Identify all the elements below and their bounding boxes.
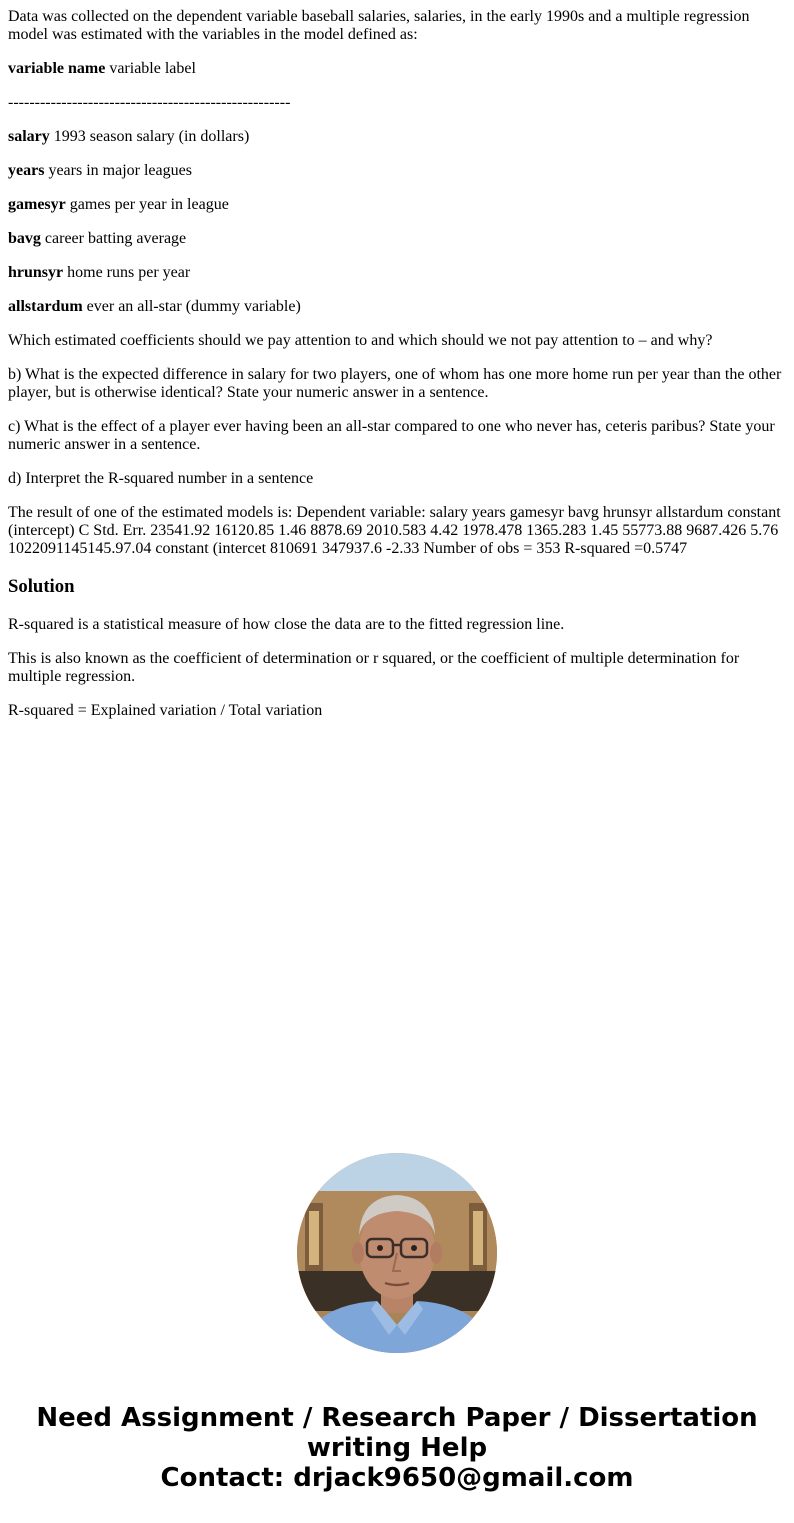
variable-row-gamesyr (8, 196, 786, 214)
solution-paragraph: R-squared = Explained variation / Total variation (8, 702, 323, 719)
variable-row-hrunsyr (8, 264, 786, 282)
regression-result: The result of one of the estimated models is: Dependent variable: salary years gamesyr bavg hrunsyr allstardum constant (intercept) C Std. Err. 23541.92 16120.85 1.46 8878.69 2010.583 4.42 1978.478 1365.283 1.45 55773.88 9687.426 5.76 1022091145145.97.04 constant (intercet 810691 347937.6 -2.33 Number of obs = 353 R-squared =0.5747 (8, 504, 781, 557)
variable-row-bavg (8, 230, 786, 248)
variable-name: hrunsyr (8, 264, 64, 281)
variable-label: career batting average (44, 230, 187, 247)
promo-line: Need Assignment / Research Paper / Dissertation (36, 1403, 758, 1433)
variable-row-allstardum (8, 298, 786, 316)
variable-row-salary (8, 128, 786, 146)
variable-name: gamesyr (8, 196, 66, 213)
document-body (8, 8, 786, 736)
question-a: Which estimated coefficients should we pay attention to and which should we not pay attention to – and why? (8, 332, 713, 349)
variable-name: allstardum (8, 298, 83, 315)
promo-contact: Contact: drjack9650@gmail.com (160, 1463, 634, 1493)
variable-name: bavg (8, 230, 41, 247)
variable-label: games per year in league (69, 196, 229, 213)
variable-label-header: variable label (109, 60, 196, 77)
solution-paragraph: This is also known as the coefficient of determination or r squared, or the coefficient of multiple determination for multiple regression. (8, 650, 740, 685)
promo-banner (0, 1403, 794, 1493)
question-c: c) What is the effect of a player ever having been an all-star compared to one who never has, ceteris paribus? State your numeric answer in a sentence. (8, 418, 775, 453)
intro-paragraph: Data was collected on the dependent variable baseball salaries, salaries, in the early 1990s and a multiple regression model was estimated with the variables in the model defined as: (8, 8, 750, 43)
variable-name: years (8, 162, 45, 179)
variable-label: home runs per year (67, 264, 191, 281)
variable-name-header: variable name (8, 60, 106, 77)
solution-heading: Solution (8, 576, 75, 597)
question-d: d) Interpret the R-squared number in a sentence (8, 470, 314, 487)
author-avatar (297, 1153, 497, 1353)
variable-label: 1993 season salary (in dollars) (53, 128, 250, 145)
variable-name: salary (8, 128, 50, 145)
variable-label: ever an all-star (dummy variable) (86, 298, 301, 315)
solution-paragraph: R-squared is a statistical measure of how close the data are to the fitted regression line. (8, 616, 565, 633)
separator-line: ----------------------------------------------------- (8, 94, 291, 111)
variable-row-years (8, 162, 786, 180)
variable-header-row (8, 60, 786, 78)
question-b: b) What is the expected difference in salary for two players, one of whom has one more home run per year than the other player, but is otherwise identical? State your numeric answer in a sentence. (8, 366, 782, 401)
variable-label: years in major leagues (48, 162, 192, 179)
promo-line: writing Help (306, 1433, 488, 1463)
